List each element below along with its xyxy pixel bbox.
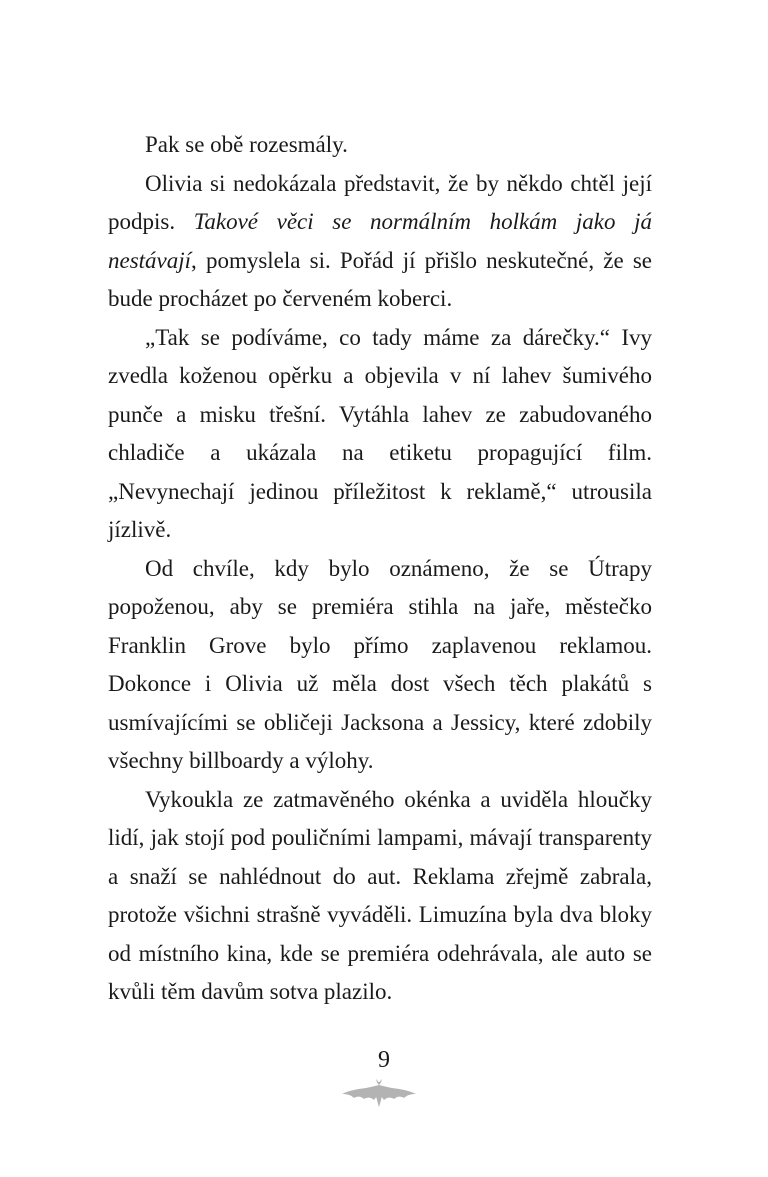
paragraph-2-start: Olivia si nedokázala představit, že by někdo chtěl její podpis. (108, 170, 652, 234)
paragraph-3: „Tak se podíváme, co tady máme za dárečky.“ Ivy zvedla koženou opěrku a objevila v ní lahev šumivého punče a misku třešní. Vytáhla lahev ze zabudovaného chladiče a ukázala na etiketu propagující film. „Nevynechají jedinou příležitost k reklamě,“ utrousila jízlivě. (108, 324, 652, 542)
paragraph-2-end: , pomyslela si. Pořád jí přišlo neskutečné, že se bude procházet po červeném koberci. (108, 247, 652, 311)
paragraph-4: Od chvíle, kdy bylo oznámeno, že se Útrapy popoženou, aby se premiéra stihla na jaře, městečko Franklin Grove bylo přímo zaplavenou reklamou. Dokonce i Olivia už měla dost všech těch plakátů s usmívajícími se obličeji Jacksona a Jessicy, které zdobily všechny billboardy a výlohy. (108, 555, 652, 773)
bat-icon (341, 1078, 417, 1108)
paragraph-5: Vykoukla ze zatmavěného okénka a uviděla hloučky lidí, jak stojí pod pouličními lampami, mávají transparenty a snaží se nahlédnout do aut. Reklama zřejmě zabrala, protože všichni strašně vyváděli. Limuzína byla dva bloky od místního kina, kde se premiéra odehrávala, ale auto se kvůli těm davům sotva plazilo. (108, 786, 652, 1004)
page-number: 9 (378, 1047, 390, 1073)
paragraph-2-emphasis: Takové věci se normálním holkám jako já nestávají (108, 209, 652, 273)
paragraph-2 (108, 165, 652, 319)
body-text (108, 126, 652, 1012)
paragraph-1: Pak se obě rozesmály. (145, 132, 348, 157)
